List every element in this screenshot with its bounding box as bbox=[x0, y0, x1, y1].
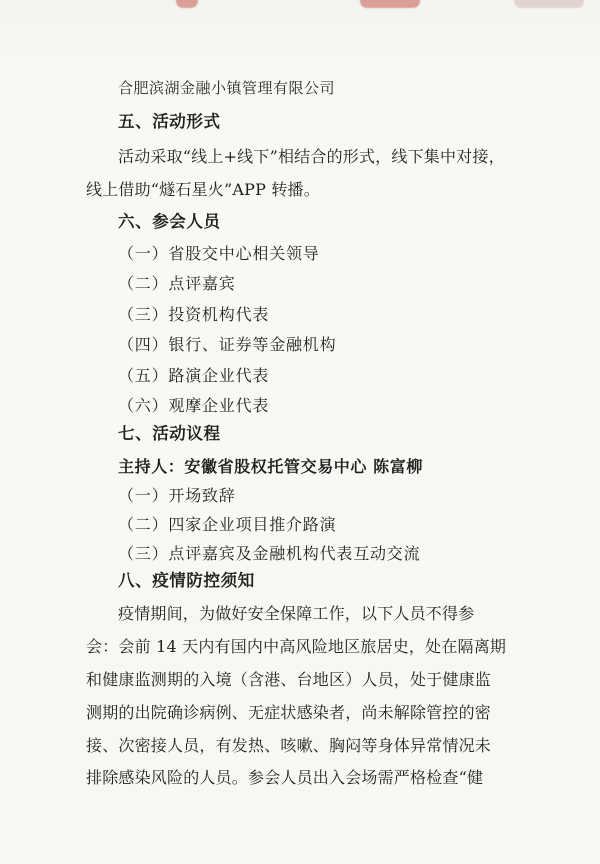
attendee-item: （六）观摩企业代表 bbox=[118, 396, 270, 415]
host-line: 主持人：安徽省股权托管交易中心 陈富柳 bbox=[118, 457, 423, 476]
attendee-item: （三）投资机构代表 bbox=[118, 305, 270, 324]
section-5-heading: 五、活动形式 bbox=[118, 112, 221, 131]
section-8-paragraph-line: 会：会前 14 天内有国内中高风险地区旅居史，处在隔离期 bbox=[86, 637, 507, 656]
stamp-fragment bbox=[514, 0, 584, 8]
section-8-paragraph-line: 排除感染风险的人员。参会人员出入会场需严格检查“健 bbox=[86, 768, 484, 787]
section-6-heading: 六、参会人员 bbox=[118, 212, 221, 231]
attendee-item: （一）省股交中心相关领导 bbox=[118, 244, 320, 263]
attendee-item: （五）路演企业代表 bbox=[118, 366, 270, 385]
section-8-paragraph-line: 疫情期间，为做好安全保障工作，以下人员不得参 bbox=[118, 604, 475, 623]
section-8-paragraph-line: 和健康监测期的入境（含港、台地区）人员，处于健康监 bbox=[86, 670, 492, 689]
agenda-item: （三）点评嘉宾及金融机构代表互动交流 bbox=[118, 544, 421, 563]
stamp-fragment bbox=[360, 0, 420, 8]
section-8-heading: 八、疫情防控须知 bbox=[118, 571, 255, 590]
attendee-item: （二）点评嘉宾 bbox=[118, 274, 236, 293]
agenda-item: （二）四家企业项目推介路演 bbox=[118, 515, 337, 534]
company-name: 合肥滨湖金融小镇管理有限公司 bbox=[118, 79, 336, 97]
stamp-fragment bbox=[176, 0, 198, 8]
section-5-paragraph-line: 线上借助“燧石星火”APP 转播。 bbox=[86, 180, 320, 199]
section-5-paragraph-line: 活动采取“线上+线下”相结合的形式，线下集中对接， bbox=[118, 147, 505, 166]
section-8-paragraph-line: 测期的出院确诊病例、无症状感染者，尚未解除管控的密 bbox=[86, 703, 492, 722]
attendee-item: （四）银行、证券等金融机构 bbox=[118, 335, 337, 354]
section-7-heading: 七、活动议程 bbox=[118, 424, 221, 443]
agenda-item: （一）开场致辞 bbox=[118, 486, 236, 505]
section-8-paragraph-line: 接、次密接人员，有发热、咳嗽、胸闷等身体异常情况未 bbox=[86, 736, 492, 755]
